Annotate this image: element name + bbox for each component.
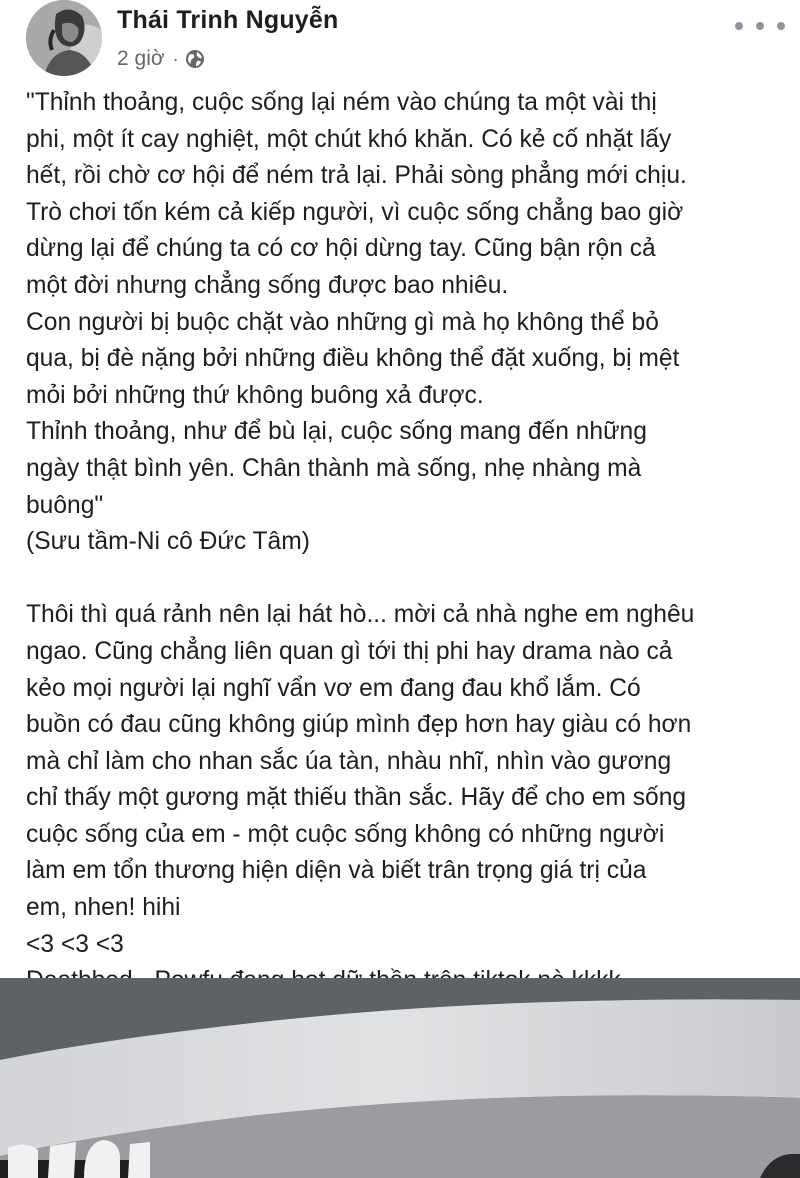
post-line: mỏi bởi những thứ không buông xả được. — [26, 381, 484, 409]
post-line: buồn có đau cũng không giúp mình đẹp hơn hay giàu có hơn — [26, 711, 692, 739]
more-options-icon[interactable] — [735, 14, 785, 38]
post-line: (Sưu tầm-Ni cô Đức Tâm) — [26, 528, 310, 556]
post-line: Thôi thì quá rảnh nên lại hát hò... mời cả nhà nghe em nghêu — [26, 601, 695, 629]
post-line: cuộc sống của em - một cuộc sống không có những người — [26, 820, 665, 848]
post-line: chỉ thấy một gương mặt thiếu thần sắc. Hãy để cho em sống — [26, 784, 687, 812]
post-line: một đời nhưng chẳng sống được bao nhiêu. — [26, 271, 509, 299]
post-line: <3 <3 <3 — [26, 930, 124, 958]
post-text — [26, 85, 788, 1000]
post-line: hết, rồi chờ cơ hội để ném trả lại. Phải sòng phẳng mới chịu. — [26, 162, 687, 190]
post-line: mà chỉ làm cho nhan sắc úa tàn, nhàu nhĩ, nhìn vào gương — [26, 747, 672, 775]
paragraph-break — [26, 561, 788, 598]
post-line: ngày thật bình yên. Chân thành mà sống, nhẹ nhàng mà — [26, 454, 642, 482]
post-line: qua, bị đè nặng bởi những điều không thể đặt xuống, bị mệt — [26, 345, 680, 373]
post-time[interactable]: 2 giờ — [117, 47, 165, 70]
avatar-photo — [26, 0, 102, 76]
post-line: kẻo mọi người lại nghĩ vẩn vơ em đang đau khổ lắm. Có — [26, 674, 641, 702]
post-line: phi, một ít cay nghiệt, một chút khó khăn. Có kẻ cố nhặt lấy — [26, 125, 672, 153]
post-photo[interactable] — [0, 978, 800, 1178]
post-header — [0, 0, 800, 86]
post-line: làm em tổn thương hiện diện và biết trân trọng giá trị của — [26, 857, 647, 885]
post-line: ngao. Cũng chẳng liên quan gì tới thị phi hay drama nào cả — [26, 637, 673, 665]
post-line: Thỉnh thoảng, như để bù lại, cuộc sống mang đến những — [26, 418, 647, 446]
post-line: Trò chơi tốn kém cả kiếp người, vì cuộc sống chẳng bao giờ — [26, 198, 684, 226]
globe-icon[interactable] — [185, 49, 205, 69]
avatar[interactable] — [26, 0, 102, 76]
meta-separator: · — [172, 48, 179, 69]
post-line: buông" — [26, 491, 104, 519]
post-line: "Thỉnh thoảng, cuộc sống lại ném vào chúng ta một vài thị — [26, 89, 657, 116]
post-meta — [117, 46, 205, 72]
author-name[interactable]: Thái Trinh Nguyễn — [117, 6, 339, 34]
post-photo-image — [0, 978, 800, 1178]
post-line: dừng lại để chúng ta có cơ hội dừng tay. Cũng bận rộn cả — [26, 235, 656, 263]
post-line: em, nhen! hihi — [26, 894, 181, 922]
post-line: Con người bị buộc chặt vào những gì mà họ không thể bỏ — [26, 308, 659, 336]
